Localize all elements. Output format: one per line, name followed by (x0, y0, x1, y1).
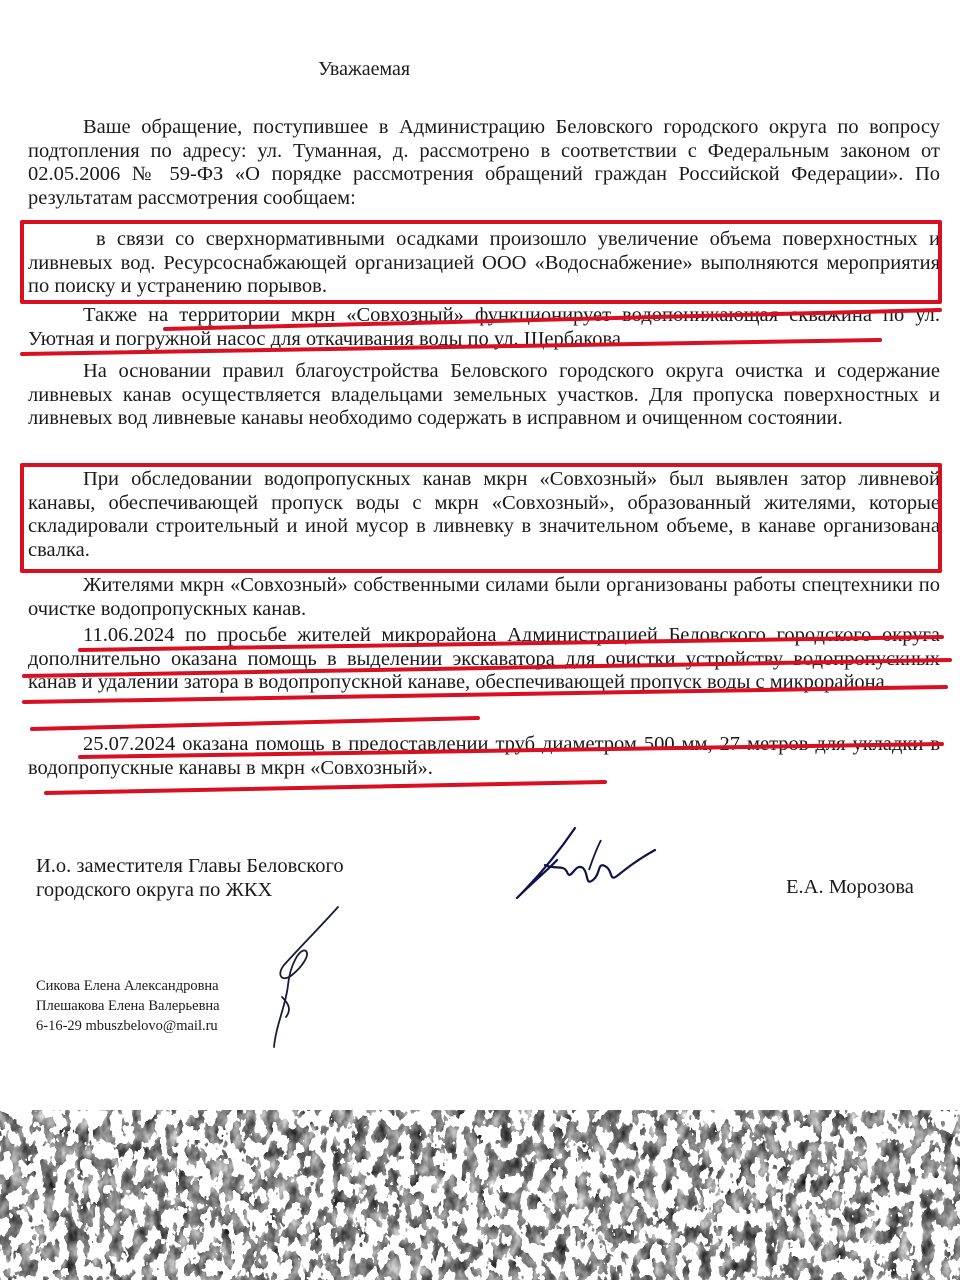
highlight-box-precipitation (20, 220, 942, 304)
paragraph-well-pump: Также на территории мкрн «Совхозный» функционирует водопонижающая скважина по ул. Уютная и погружной насос для откачивания воды по ул. Щербакова. (28, 304, 940, 350)
executors-block (36, 976, 220, 1036)
paragraph-excavator: 11.06.2024 по просьбе жителей микрорайона Администрацией Беловского городского округа дополнительно оказана помощь в выделении экскаватора для очистки устройству водопропускных канав и удалении затора в водопропускной канаве, обеспечивающей пропуск воды с микрорайона. (28, 624, 940, 693)
executor-line: Плешакова Елена Валерьевна (36, 998, 220, 1014)
paraph-icon (262, 905, 347, 1055)
greeting: Уважаемая (318, 58, 411, 80)
paragraph-intro: Ваше обращение, поступившее в Администрацию Беловского городского округа по вопросу подтопления по адресу: ул. Туманная, д. рассмотрено в соответствии с Федеральным законом от 02.05.2006 № 59-ФЗ «О порядке рассмотрения обращений граждан Российской Федерации». По результатам рассмотрения сообщаем: (28, 116, 940, 209)
paragraph-inspection: При обследовании водопропускных канав мкрн «Совхозный» был выявлен затор ливневой канавы, обеспечивающей пропуск воды с мкрн «Совхозный», образованный жителями, которые складировали строительный и иной мусор в ливневку в значительном объеме, в канаве организована свалка. (28, 468, 940, 561)
paragraph-precipitation: в связи со сверхнормативными осадками произошло увеличение объема поверхностных и ливневых вод. Ресурсоснабжающей организацией ООО «Водоснабжение» выполняются мероприятия по поиску и устранению порывов. (28, 228, 940, 297)
paragraph-rules: На основании правил благоустройства Беловского городского округа очистка и содержание ливневых канав осуществляется владельцами земельных участков. Для пропуска поверхностных и ливневых вод ливневые канавы необходимо содержать в исправном и очищенном состоянии. (28, 360, 940, 429)
signer-title (36, 854, 344, 902)
underline (46, 782, 605, 793)
paragraph-pipes: 25.07.2024 оказана помощь в предоставлении труб диаметром 500 мм, 27 метров для укладки в водопропускные канавы в мкрн «Совхозный». (28, 733, 940, 779)
executor-line: Сикова Елена Александровна (36, 978, 219, 994)
scan-texture (0, 1110, 960, 1280)
paragraph-residents-work: Жителями мкрн «Совхозный» собственными силами были организованы работы спецтехники по очистке водопропускных канав. (28, 574, 940, 620)
signer-title-line: городского округа по ЖКХ (36, 879, 273, 901)
underline (32, 718, 478, 729)
executor-contact: 6-16-29 mbuszbelovo@mail.ru (36, 1018, 218, 1034)
signature-icon (505, 820, 665, 905)
signer-name: Е.А. Морозова (786, 876, 914, 898)
highlight-box-inspection (20, 463, 942, 573)
signer-title-line: И.о. заместителя Главы Беловского (36, 855, 344, 877)
